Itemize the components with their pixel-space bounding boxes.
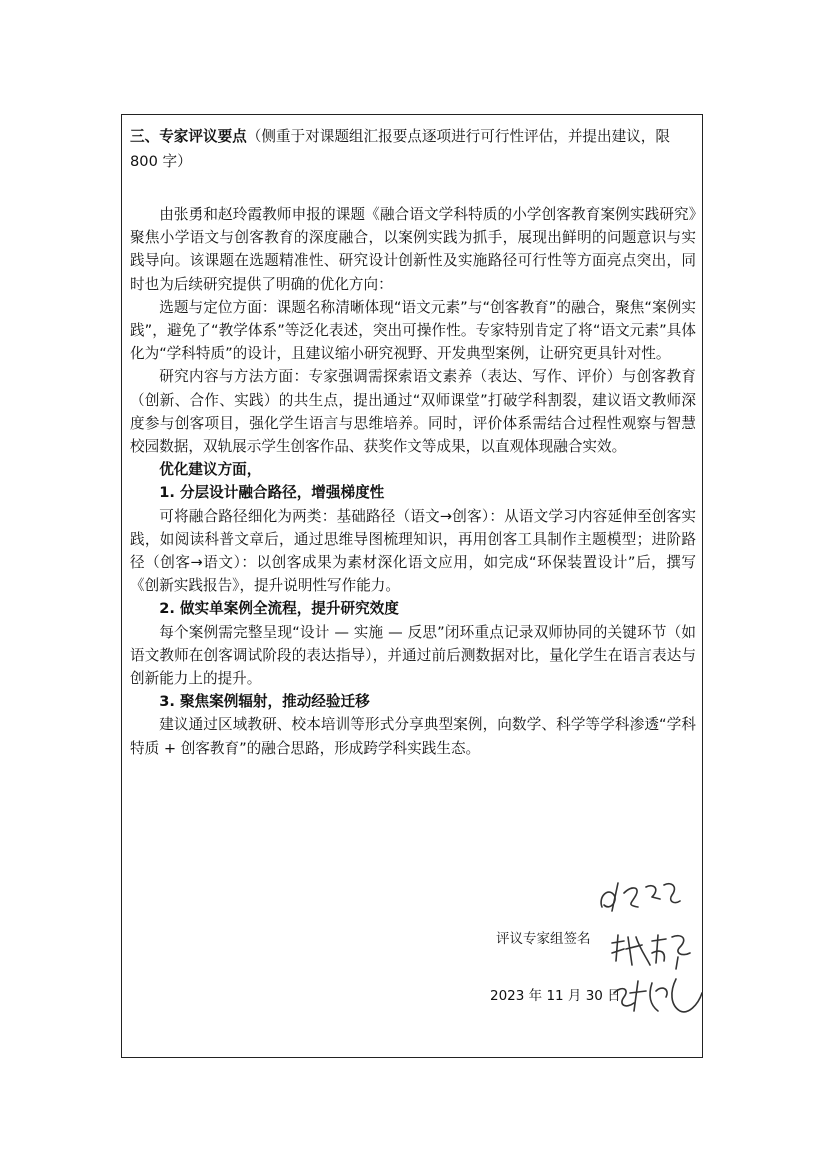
- expert-comments: [130, 203, 696, 760]
- signature-date: 2023 年 11 月 30 日: [490, 988, 621, 1004]
- comment-heading: 2. 做实单案例全流程，提升研究效度: [159, 600, 399, 618]
- comment-heading: 3. 聚焦案例辐射，推动经验迁移: [159, 693, 370, 711]
- comment-heading: 1. 分层设计融合路径，增强梯度性: [159, 484, 385, 502]
- section-header: [130, 124, 696, 174]
- section-title: 三、专家评议要点: [130, 128, 247, 145]
- comment-paragraph: 由张勇和赵玲霞教师申报的课题《融合语文学科特质的小学创客教育案例实践研究》聚焦小学语文与创客教育的深度融合，以案例实践为抓手，展现出鲜明的问题意识与实践导向。该课题在选题精准性、研究设计创新性及实施路径可行性等方面亮点突出，同时也为后续研究提供了明确的优化方向：: [130, 206, 696, 293]
- handwritten-signatures: [590, 865, 710, 1015]
- section-instructions: （侧重于对课题组汇报要点逐项进行可行性评估，并提出建议，限 800 字）: [130, 128, 670, 170]
- comment-paragraph: 可将融合路径细化为两类：基础路径（语文→创客）：从语文学习内容延伸至创客实践，如阅读科普文章后，通过思维导图梳理知识，再用创客工具制作主题模型；进阶路径（创客→语文）：以创客成果为素材深化语文应用，如完成“环保装置设计”后，撰写《创新实践报告》，提升说明性写作能力。: [130, 507, 696, 595]
- comment-paragraph: 建议通过区域教研、校本培训等形式分享典型案例，向数学、科学等学科渗透“学科特质 + 创客教育”的融合思路，形成跨学科实践生态。: [130, 716, 696, 757]
- comment-paragraph: 选题与定位方面：课题名称清晰体现“语文元素”与“创客教育”的融合，聚焦“案例实践”，避免了“教学体系”等泛化表述，突出可操作性。专家特别肯定了将“语文元素”具体化为“学科特质”的设计，且建议缩小研究视野、开发典型案例，让研究更具针对性。: [130, 298, 696, 363]
- review-form-cell: [121, 114, 703, 1058]
- comment-paragraph: 研究内容与方法方面：专家强调需探索语文素养（表达、写作、评价）与创客教育（创新、合作、实践）的共生点，提出通过“双师课堂”打破学科割裂，建议语文教师深度参与创客项目，强化学生语言与思维培养。同时，评价体系需结合过程性观察与智慧校园数据，双轨展示学生创客作品、获奖作文等成果，以直观体现融合实效。: [130, 368, 696, 456]
- comment-heading: 优化建议方面，: [159, 461, 262, 479]
- comment-paragraph: 每个案例需完整呈现“设计 — 实施 — 反思”闭环重点记录双师协同的关键环节（如语文教师在创客调试阶段的表达指导），并通过前后测数据对比，量化学生在语言表达与创新能力上的提升。: [130, 623, 696, 688]
- signature-label: 评议专家组签名: [496, 931, 591, 947]
